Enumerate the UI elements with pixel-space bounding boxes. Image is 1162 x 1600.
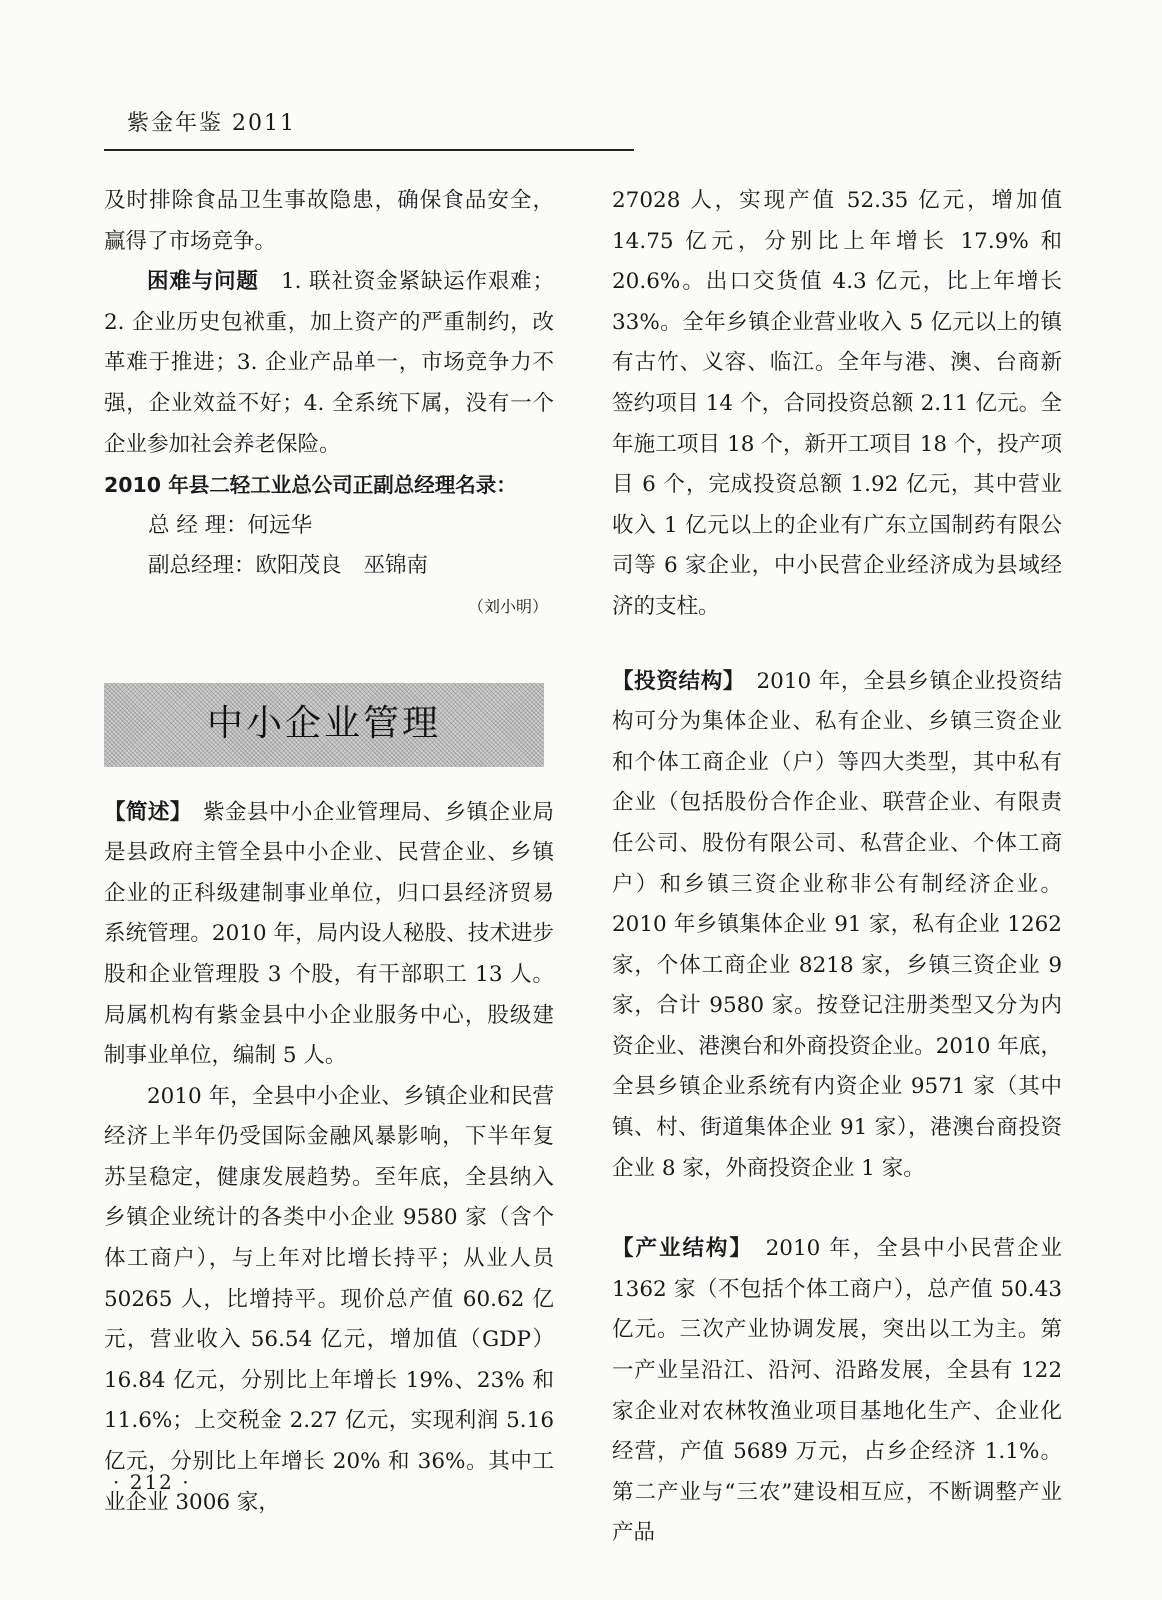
paragraph-summary — [104, 793, 554, 1077]
investment-structure-text: 2010 年，全县乡镇企业投资结构可分为集体企业、私有企业、乡镇三资企业和个体工商企业（户）等四大类型，其中私有企业（包括股份合作企业、联营企业、有限责任公司、股份有限公司、私营企业、个体工商户）和乡镇三资企业称非公有制经济企业。2010 年乡镇集体企业 91 家，私有企业 1262 家，个体工商企业 8218 家，乡镇三资企业 9 家，合计 9580 家。按登记注册类型又分为内资企业、港澳台和外商投资企业。2010 年底，全县乡镇企业系统有内资企业 9571 家（其中镇、村、街道集体企业 91 家），港澳台商投资企业 8 家，外商投资企业 1 家。 — [612, 668, 1062, 1181]
roster-title: 2010 年县二轻工业总公司正副总经理名录： — [104, 473, 517, 498]
summary-label: 【简述】 — [104, 799, 182, 825]
industry-structure-label: 【产业结构】 — [612, 1236, 743, 1262]
running-title: 紫金年鉴 2011 — [127, 111, 296, 136]
roster-deputy-2: 巫锦南 — [363, 553, 429, 579]
investment-structure-label: 【投资结构】 — [612, 668, 735, 694]
industry-structure-text: 2010 年，全县中小民营企业 1362 家（不包括个体工商户），总产值 50.43 亿元。三次产业协调发展，突出以工为主。第一产业呈沿江、沿河、沿路发展，全县有 122 家企业对农林牧渔业项目基地化生产、企业化经营，产值 5689 万元，占乡企经济 1.1%。第二产业与“三农”建设相互应，不断调整产业产品 — [612, 1236, 1062, 1546]
right-column — [612, 181, 1062, 1554]
paragraph-industry-structure — [612, 1229, 1062, 1554]
section-title: 中小企业管理 — [206, 703, 441, 745]
header-rule — [104, 149, 634, 151]
left-column — [104, 181, 554, 1523]
paragraph-industry-output: 27028 人，实现产值 52.35 亿元，增加值 14.75 亿元，分别比上年增长 17.9% 和 20.6%。出口交货值 4.3 亿元，比上年增长 33%。全年乡镇企业营业收入 5 亿元以上的镇有古竹、义容、临江。全年与港、澳、台商新签约项目 14 个，合同投资总额 2.11 亿元。全年施工项目 18 个，新开工项目 18 个，投产项目 6 个，完成投资总额 1.92 亿元，其中营业收入 1 亿元以上的企业有广东立国制药有限公司等 6 家企业，中小民营企业经济成为县域经济的支柱。 — [612, 188, 1062, 619]
page-number: · 212 · — [113, 1470, 191, 1494]
roster-deputy-managers — [104, 546, 554, 587]
roster-general-manager: 总 经 理：何远华 — [148, 512, 313, 538]
paragraph-investment-structure — [612, 662, 1062, 1190]
paragraph-2010-overview: 2010 年，全县中小企业、乡镇企业和民营经济上半年仍受国际金融风暴影响，下半年复苏呈稳定，健康发展趋势。至年底，全县纳入乡镇企业统计的各类中小企业 9580 家（含个体工商户），与上年对比增长持平；从业人员 50265 人，比增持平。现价总产值 60.62 亿元，营业收入 56.54 亿元，增加值（GDP）16.84 亿元，分别比上年增长 19%、23% 和 11.6%；上交税金 2.27 亿元，实现利润 5.16 亿元，分别比上年增长 20% 和 36%。其中工业企业 3006 家， — [104, 1083, 554, 1515]
paragraph-difficulties — [104, 262, 554, 465]
section-banner — [104, 683, 544, 767]
summary-text: 紫金县中小企业管理局、乡镇企业局是县政府主管全县中小企业、民营企业、乡镇企业的正科级建制事业单位，归口县经济贸易系统管理。2010 年，局内设人秘股、技术进步股和企业管理股 3 个股，有干部职工 13 人。局属机构有紫金县中小企业服务中心，股级建制事业单位，编制 5 人。 — [104, 799, 554, 1069]
difficulties-text: 1. 联社资金紧缺运作艰难；2. 企业历史包袱重，加上资产的严重制约，改革难于推进；3. 企业产品单一，市场竞争力不强，企业效益不好；4. 全系统下属，没有一个企业参加社会养老保险。 — [104, 269, 554, 457]
author-credit: （刘小明） — [467, 596, 548, 616]
difficulties-label: 困难与问题 — [147, 269, 259, 295]
paragraph-food-safety: 及时排除食品卫生事故隐患，确保食品安全，赢得了市场竞争。 — [104, 188, 554, 254]
roster-deputy-1: 副总经理：欧阳茂良 — [148, 553, 342, 579]
